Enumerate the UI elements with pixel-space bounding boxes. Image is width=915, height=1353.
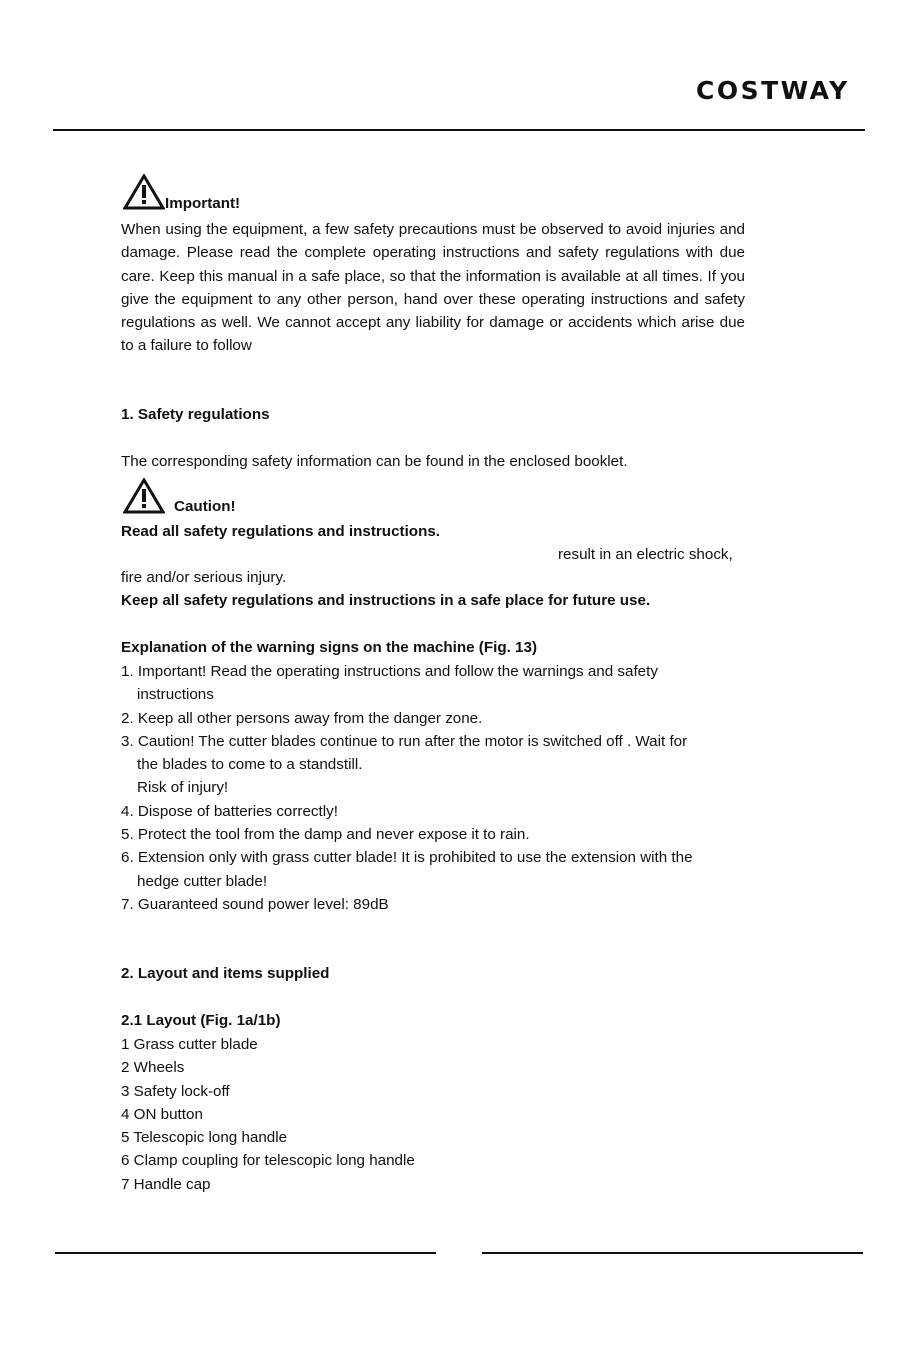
list-item: 2. Keep all other persons away from the danger zone.	[121, 709, 483, 727]
important-label: Important!	[165, 195, 241, 212]
list-item: 6. Extension only with grass cutter blade! It is prohibited to use the extension with the	[121, 849, 693, 867]
layout-items-list	[121, 1033, 745, 1196]
warning-triangle-icon	[123, 174, 165, 210]
list-item: Risk of injury!	[137, 779, 229, 797]
list-item: 3. Caution! The cutter blades continue to run after the motor is switched off . Wait for	[121, 732, 688, 750]
list-item: 5 Telescopic long handle	[121, 1129, 288, 1147]
list-item: 3 Safety lock-off	[121, 1082, 230, 1100]
safety-intro: The corresponding safety information can be found in the enclosed booklet.	[121, 453, 628, 470]
list-item: instructions	[137, 686, 214, 704]
list-item: hedge cutter blade!	[137, 872, 268, 890]
important-paragraph: When using the equipment, a few safety precautions must be observed to avoid injuries and damage. Please read the complete operating instructions and safety regulations with due care. Keep this manual in a safe place, so that the information is available at all times. If you give the equipment to any other person, hand over these operating instructions and safety regulations as well. We cannot accept any liability for damage or accidents which arise due to a failure to follow	[121, 221, 745, 355]
list-item: the blades to come to a standstill.	[137, 756, 363, 774]
read-all-instruction: Read all safety regulations and instructions.	[121, 523, 441, 540]
warning-signs-list	[121, 660, 745, 916]
explanation-heading: Explanation of the warning signs on the machine (Fig. 13)	[121, 639, 538, 656]
section-2-1-heading: 2.1 Layout (Fig. 1a/1b)	[121, 1012, 281, 1029]
list-item: 6 Clamp coupling for telescopic long handle	[121, 1152, 415, 1170]
brand-logo: COSTWAY	[696, 76, 850, 105]
caution-triangle-icon	[123, 478, 165, 514]
keep-all-instruction: Keep all safety regulations and instructions in a safe place for future use.	[121, 592, 651, 609]
list-item: 7 Handle cap	[121, 1175, 211, 1193]
footer-rule-left	[55, 1252, 436, 1254]
list-item: 4. Dispose of batteries correctly!	[121, 802, 338, 820]
list-item: 4 ON button	[121, 1105, 203, 1123]
section-2-heading: 2. Layout and items supplied	[121, 965, 330, 982]
caution-label: Caution!	[174, 498, 236, 515]
fragment-serious-injury: fire and/or serious injury.	[121, 569, 287, 586]
list-item: 1 Grass cutter blade	[121, 1036, 258, 1053]
list-item: 7. Guaranteed sound power level: 89dB	[121, 895, 389, 913]
list-item: 2 Wheels	[121, 1059, 185, 1077]
fragment-electric-shock: result in an electric shock,	[558, 546, 733, 563]
list-item: 1. Important! Read the operating instructions and follow the warnings and safety	[121, 663, 658, 680]
list-item: 5. Protect the tool from the damp and never expose it to rain.	[121, 826, 530, 844]
section-1-heading: 1. Safety regulations	[121, 406, 270, 423]
footer-rule-right	[482, 1252, 863, 1254]
header-rule	[53, 129, 865, 131]
